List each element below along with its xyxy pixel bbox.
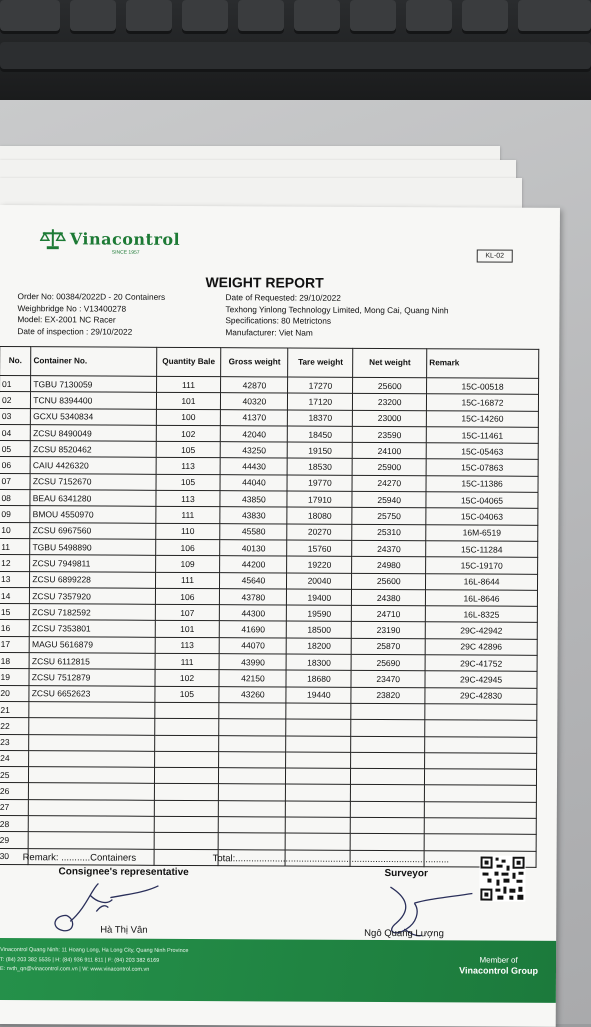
cell-net-weight: 25600 <box>353 377 427 394</box>
cell-quantity-bale <box>154 800 219 817</box>
cell-gross-weight <box>219 751 286 768</box>
cell-gross-weight <box>219 800 286 817</box>
cell-net-weight: 25870 <box>351 638 425 655</box>
cell-quantity-bale: 105 <box>156 442 221 459</box>
cell-remark <box>425 769 537 786</box>
client: Texhong Yinlong Technology Limited, Mong Cai, Quang Ninh <box>225 304 448 317</box>
cell-remark: 15C-16872 <box>427 394 539 411</box>
cell-row-no: 23 <box>0 734 29 750</box>
cell-tare-weight: 18300 <box>287 654 352 671</box>
weighbridge-number: Weighbridge No : V13400278 <box>17 303 165 315</box>
cell-remark: 16L-8325 <box>425 606 537 623</box>
cell-remark: 16M-6519 <box>426 524 538 541</box>
cell-quantity-bale <box>154 702 219 719</box>
cell-quantity-bale: 110 <box>155 523 220 540</box>
cell-tare-weight <box>286 736 351 753</box>
cell-quantity-bale: 106 <box>155 588 220 605</box>
cell-row-no: 27 <box>0 799 29 815</box>
cell-row-no: 12 <box>0 555 30 571</box>
cell-row-no: 09 <box>0 506 30 522</box>
cell-net-weight <box>351 817 425 834</box>
cell-gross-weight <box>219 719 286 736</box>
cell-quantity-bale: 113 <box>155 490 220 507</box>
cell-gross-weight: 42150 <box>219 670 286 687</box>
cell-container-no: MAGU 5616879 <box>29 636 154 653</box>
cell-tare-weight: 19220 <box>287 556 352 573</box>
keyboard-key <box>518 0 591 34</box>
keyboard-key <box>126 0 172 34</box>
info-left <box>17 291 165 338</box>
cell-row-no: 28 <box>0 816 29 832</box>
header-no: No. <box>0 347 31 376</box>
cell-net-weight <box>351 752 425 769</box>
cell-quantity-bale <box>154 735 219 752</box>
footer-address: Vinacontrol Quang Ninh: 11 Hoang Long, Ha Long City, Quang Ninh Province <box>0 946 188 956</box>
cell-remark <box>425 720 537 737</box>
cell-container-no: ZCSU 7152670 <box>30 473 155 490</box>
cell-quantity-bale: 100 <box>156 409 221 426</box>
cell-net-weight: 23590 <box>353 426 427 443</box>
cell-net-weight: 24370 <box>352 540 426 557</box>
cell-gross-weight: 44040 <box>220 474 287 491</box>
cell-tare-weight: 19590 <box>287 605 352 622</box>
cell-net-weight: 24270 <box>352 475 426 492</box>
scales-logo-icon <box>40 227 66 249</box>
cell-remark: 29C-41752 <box>425 655 537 672</box>
cell-remark: 15C-11284 <box>426 541 538 558</box>
cell-remark: 15C-04063 <box>426 508 538 525</box>
keyboard-row <box>0 42 591 72</box>
cell-container-no: ZCSU 7182592 <box>30 604 155 621</box>
model: Model: EX-2001 NC Racer <box>17 314 165 326</box>
company-since: SINCE 1957 <box>112 250 140 256</box>
keyboard-key <box>70 0 116 34</box>
cell-container-no: BEAU 6341280 <box>30 490 155 507</box>
cell-container-no <box>29 816 154 833</box>
footer-email: E: nvth_qn@vinacontrol.com.vn | W: www.vinacontrol.com.vn <box>0 965 188 975</box>
cell-row-no: 24 <box>0 750 29 766</box>
cell-quantity-bale <box>154 833 219 850</box>
cell-remark: 16L-8646 <box>426 590 538 607</box>
cell-quantity-bale <box>154 767 219 784</box>
weight-report-document <box>0 205 560 1027</box>
cell-container-no: BMOU 4550970 <box>30 506 155 523</box>
cell-container-no <box>29 767 154 784</box>
cell-net-weight: 25750 <box>352 508 426 525</box>
cell-tare-weight <box>286 817 351 834</box>
cell-container-no: ZCSU 6112815 <box>29 653 154 670</box>
cell-quantity-bale <box>154 751 219 768</box>
cell-gross-weight: 44200 <box>220 556 287 573</box>
cell-container-no: TGBU 7130059 <box>31 376 156 393</box>
cell-gross-weight: 43780 <box>220 589 287 606</box>
keyboard-key <box>294 0 340 34</box>
cell-quantity-bale: 111 <box>155 653 220 670</box>
cell-remark <box>424 818 536 835</box>
cell-net-weight: 25940 <box>352 491 426 508</box>
order-number: Order No: 00384/2022D - 20 Containers <box>17 291 165 303</box>
cell-tare-weight: 18530 <box>288 458 353 475</box>
cell-gross-weight: 44430 <box>220 458 287 475</box>
cell-remark: 15C-05463 <box>426 443 538 460</box>
cell-row-no: 10 <box>0 522 30 538</box>
cell-net-weight: 25690 <box>351 654 425 671</box>
cell-row-no: 02 <box>0 392 31 408</box>
cell-quantity-bale <box>154 784 219 801</box>
cell-remark <box>425 704 537 721</box>
cell-tare-weight <box>286 719 351 736</box>
form-code: KL-02 <box>477 249 513 262</box>
cell-container-no <box>28 832 153 849</box>
cell-container-no <box>29 702 154 719</box>
cell-quantity-bale: 109 <box>155 556 220 573</box>
cell-remark: 29C-42830 <box>425 687 537 704</box>
header-remark: Remark <box>427 349 539 379</box>
cell-container-no: ZCSU 7357920 <box>30 588 155 605</box>
footer-member <box>459 954 538 976</box>
cell-row-no: 20 <box>0 685 29 701</box>
cell-net-weight: 25600 <box>352 573 426 590</box>
cell-row-no: 16 <box>0 620 30 636</box>
consignee-label: Consignee's representative <box>58 866 188 878</box>
date-of-inspection: Date of inspection : 29/10/2022 <box>17 326 165 338</box>
cell-tare-weight <box>286 703 351 720</box>
cell-net-weight <box>351 720 425 737</box>
cell-gross-weight <box>219 817 286 834</box>
cell-container-no: TCNU 8394400 <box>31 392 156 409</box>
cell-tare-weight: 18080 <box>287 507 352 524</box>
cell-container-no: ZCSU 6899228 <box>30 571 155 588</box>
header-tare-weight: Tare weight <box>288 348 353 377</box>
cell-net-weight <box>351 768 425 785</box>
cell-row-no: 06 <box>0 457 30 473</box>
cell-gross-weight <box>219 784 286 801</box>
cell-quantity-bale: 113 <box>155 637 220 654</box>
cell-tare-weight: 17120 <box>288 393 353 410</box>
cell-container-no <box>29 718 154 735</box>
cell-net-weight: 23000 <box>353 410 427 427</box>
cell-net-weight: 24380 <box>352 589 426 606</box>
date-of-requested: Date of Requested: 29/10/2022 <box>225 292 448 305</box>
surveyor-name: Ngô Quang Lượng <box>364 928 444 939</box>
specifications: Specifications: 80 Metrictons <box>225 315 448 328</box>
cell-remark <box>424 801 536 818</box>
manufacturer: Manufacturer: Viet Nam <box>225 327 448 340</box>
cell-quantity-bale: 113 <box>156 458 221 475</box>
consignee-name: Hà Thị Vân <box>100 925 147 936</box>
report-title: WEIGHT REPORT <box>0 273 530 292</box>
keyboard-key <box>238 0 284 34</box>
total-line: Total:................................................................................. <box>213 853 450 865</box>
cell-quantity-bale: 111 <box>156 376 221 393</box>
cell-remark: 16L-8644 <box>426 573 538 590</box>
cell-container-no <box>29 783 154 800</box>
footer-band <box>0 938 556 1003</box>
cell-tare-weight: 17910 <box>287 491 352 508</box>
cell-net-weight <box>351 736 425 753</box>
cell-remark <box>425 736 537 753</box>
cell-row-no: 14 <box>0 587 30 603</box>
cell-remark: 15C-07863 <box>426 459 538 476</box>
cell-remark <box>424 834 536 851</box>
cell-gross-weight: 44070 <box>220 637 287 654</box>
cell-container-no: GCXU 5340834 <box>31 408 156 425</box>
cell-quantity-bale: 101 <box>156 393 221 410</box>
cell-quantity-bale <box>154 816 219 833</box>
cell-tare-weight <box>286 801 351 818</box>
cell-tare-weight: 19150 <box>288 442 353 459</box>
cell-net-weight <box>351 801 425 818</box>
cell-remark: 15C-00518 <box>427 378 539 395</box>
cell-gross-weight: 45580 <box>220 523 287 540</box>
cell-row-no: 29 <box>0 832 29 848</box>
cell-quantity-bale: 102 <box>156 425 221 442</box>
cell-gross-weight <box>219 833 286 850</box>
cell-remark <box>424 785 536 802</box>
cell-row-no: 15 <box>0 604 30 620</box>
cell-row-no: 07 <box>0 473 30 489</box>
cell-quantity-bale: 111 <box>155 507 220 524</box>
cell-net-weight <box>350 834 424 851</box>
cell-row-no: 26 <box>0 783 29 799</box>
cell-container-no: ZCSU 6652623 <box>29 685 154 702</box>
footer-group: Vinacontrol Group <box>459 965 538 975</box>
cell-tare-weight <box>286 768 351 785</box>
cell-tare-weight: 18200 <box>287 638 352 655</box>
header-net-weight: Net weight <box>353 348 427 377</box>
cell-row-no: 17 <box>0 636 30 652</box>
cell-gross-weight: 43830 <box>220 507 287 524</box>
remark-containers: Remark: ...........Containers <box>23 852 137 864</box>
footer-phone: T: (84) 203 382 5535 | H: (84) 936 911 811 | F: (84) 203 382 6169 <box>0 956 188 966</box>
cell-container-no: ZCSU 7512879 <box>29 669 154 686</box>
cell-container-no: CAIU 4426320 <box>30 457 155 474</box>
cell-tare-weight: 18370 <box>288 410 353 427</box>
cell-tare-weight: 19770 <box>287 475 352 492</box>
cell-gross-weight: 45640 <box>220 572 287 589</box>
cell-gross-weight: 40130 <box>220 540 287 557</box>
footer-contact <box>0 946 188 975</box>
cell-tare-weight: 20270 <box>287 524 352 541</box>
info-right <box>225 292 448 340</box>
company-logo <box>40 227 180 250</box>
cell-quantity-bale: 105 <box>154 686 219 703</box>
cell-row-no: 04 <box>0 424 31 440</box>
cell-gross-weight: 41370 <box>221 409 288 426</box>
cell-net-weight: 23820 <box>351 687 425 704</box>
footer-member-of: Member of <box>459 954 538 965</box>
cell-quantity-bale <box>154 849 219 866</box>
company-name: Vinacontrol <box>70 229 180 249</box>
cell-tare-weight: 18450 <box>288 426 353 443</box>
cell-container-no: ZCSU 7353801 <box>30 620 155 637</box>
cell-remark: 15C-14260 <box>426 410 538 427</box>
cell-gross-weight: 43260 <box>219 686 286 703</box>
header-gross-weight: Gross weight <box>221 348 288 377</box>
cell-container-no: ZCSU 7949811 <box>30 555 155 572</box>
cell-row-no: 01 <box>0 376 31 392</box>
cell-net-weight: 24100 <box>352 443 426 460</box>
cell-container-no: ZCSU 8490049 <box>31 425 156 442</box>
cell-gross-weight: 43990 <box>219 654 286 671</box>
cell-remark: 29C-42945 <box>425 671 537 688</box>
cell-quantity-bale: 102 <box>155 670 220 687</box>
cell-row-no: 19 <box>0 669 29 685</box>
cell-gross-weight <box>219 768 286 785</box>
cell-tare-weight <box>286 752 351 769</box>
cell-quantity-bale: 106 <box>155 539 220 556</box>
cell-gross-weight: 44300 <box>220 605 287 622</box>
cell-tare-weight: 19400 <box>287 589 352 606</box>
cell-tare-weight: 17270 <box>288 377 353 394</box>
cell-gross-weight: 43250 <box>221 442 288 459</box>
keyboard-key <box>462 0 508 34</box>
cell-quantity-bale: 105 <box>156 474 221 491</box>
cell-net-weight: 24980 <box>352 557 426 574</box>
keyboard-key <box>0 0 60 34</box>
cell-gross-weight <box>219 735 286 752</box>
cell-quantity-bale: 101 <box>155 621 220 638</box>
cell-gross-weight: 42870 <box>221 377 288 394</box>
cell-net-weight: 24710 <box>352 606 426 623</box>
header-quantity: Quantity Bale <box>156 347 221 376</box>
header-container-no: Container No. <box>31 347 156 377</box>
cell-net-weight: 25310 <box>352 524 426 541</box>
cell-tare-weight: 20040 <box>287 573 352 590</box>
cell-tare-weight: 18500 <box>287 621 352 638</box>
cell-net-weight: 23200 <box>353 394 427 411</box>
cell-row-no: 25 <box>0 767 29 783</box>
cell-net-weight: 23470 <box>351 671 425 688</box>
cell-net-weight: 23190 <box>352 622 426 639</box>
cell-row-no: 03 <box>0 408 31 424</box>
cell-gross-weight: 41690 <box>220 621 287 638</box>
cell-remark: 15C-04065 <box>426 492 538 509</box>
cell-remark: 29C 42896 <box>425 638 537 655</box>
cell-container-no <box>29 799 154 816</box>
cell-remark <box>425 753 537 770</box>
cell-remark: 15C-11386 <box>426 476 538 493</box>
cell-container-no: TGBU 5498890 <box>30 539 155 556</box>
cell-tare-weight: 19440 <box>286 687 351 704</box>
cell-container-no <box>29 734 154 751</box>
cell-tare-weight: 18680 <box>286 670 351 687</box>
keyboard-key <box>406 0 452 34</box>
cell-quantity-bale: 111 <box>155 572 220 589</box>
keyboard-key <box>350 0 396 34</box>
table-body <box>0 376 539 868</box>
cell-row-no: 11 <box>0 538 30 554</box>
cell-container-no: ZCSU 6967560 <box>30 522 155 539</box>
cell-row-no: 13 <box>0 571 30 587</box>
keyboard-background <box>0 0 591 100</box>
cell-net-weight: 25900 <box>352 459 426 476</box>
cell-row-no: 21 <box>0 701 29 717</box>
cell-quantity-bale <box>154 719 219 736</box>
cell-row-no: 30 <box>0 848 28 864</box>
cell-remark: 15C-11461 <box>426 427 538 444</box>
cell-gross-weight: 43850 <box>220 491 287 508</box>
keyboard-key <box>182 0 228 34</box>
weight-table <box>0 346 539 868</box>
cell-container-no <box>29 750 154 767</box>
table-header-row <box>0 347 539 379</box>
cell-quantity-bale: 107 <box>155 604 220 621</box>
cell-remark: 29C-42942 <box>425 622 537 639</box>
cell-row-no: 18 <box>0 653 29 669</box>
cell-row-no: 22 <box>0 718 29 734</box>
cell-net-weight <box>351 785 425 802</box>
cell-tare-weight: 15760 <box>287 540 352 557</box>
cell-gross-weight: 42040 <box>221 426 288 443</box>
cell-container-no: ZCSU 8520462 <box>30 441 155 458</box>
surveyor-label: Surveyor <box>384 868 427 879</box>
cell-row-no: 08 <box>0 490 30 506</box>
cell-tare-weight <box>286 784 351 801</box>
cell-gross-weight <box>219 703 286 720</box>
cell-gross-weight: 40320 <box>221 393 288 410</box>
cell-tare-weight <box>286 833 351 850</box>
cell-net-weight <box>351 703 425 720</box>
cell-remark: 15C-19170 <box>426 557 538 574</box>
cell-row-no: 05 <box>0 441 31 457</box>
